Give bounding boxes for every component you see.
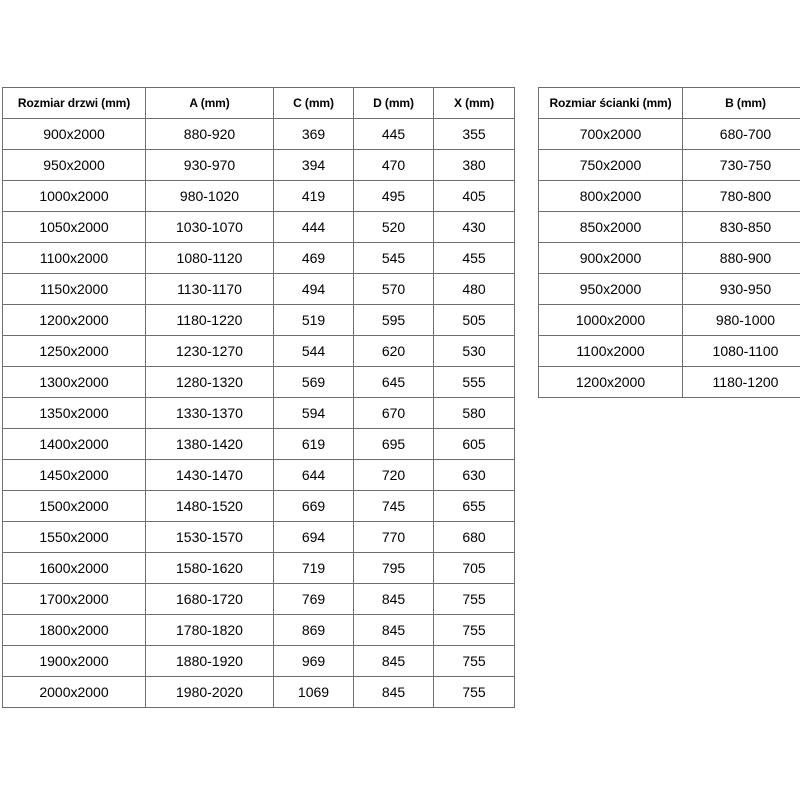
table-cell: 645 bbox=[354, 367, 434, 398]
table-row bbox=[539, 243, 800, 274]
table-row bbox=[539, 119, 800, 150]
table-cell: 594 bbox=[274, 398, 354, 429]
table-cell: 705 bbox=[434, 553, 515, 584]
table-cell: 845 bbox=[354, 646, 434, 677]
table-cell: 544 bbox=[274, 336, 354, 367]
table-row bbox=[3, 212, 515, 243]
table-row bbox=[3, 615, 515, 646]
table-row bbox=[3, 367, 515, 398]
table-cell: 1250x2000 bbox=[3, 336, 146, 367]
table-cell: 680 bbox=[434, 522, 515, 553]
wall-sizes-table bbox=[538, 87, 800, 398]
table-cell: 655 bbox=[434, 491, 515, 522]
header-row bbox=[539, 88, 800, 119]
table-cell: 880-900 bbox=[683, 243, 800, 274]
table-row bbox=[3, 150, 515, 181]
table-cell: 930-950 bbox=[683, 274, 800, 305]
table-cell: 530 bbox=[434, 336, 515, 367]
table-cell: 570 bbox=[354, 274, 434, 305]
table-row bbox=[539, 181, 800, 212]
table-cell: 745 bbox=[354, 491, 434, 522]
table-cell: 700x2000 bbox=[539, 119, 683, 150]
table-cell: 405 bbox=[434, 181, 515, 212]
table-cell: 795 bbox=[354, 553, 434, 584]
table-row bbox=[3, 522, 515, 553]
table-cell: 880-920 bbox=[146, 119, 274, 150]
column-header: A (mm) bbox=[146, 88, 274, 119]
column-header: X (mm) bbox=[434, 88, 515, 119]
table-cell: 1400x2000 bbox=[3, 429, 146, 460]
table-row bbox=[3, 646, 515, 677]
table-cell: 980-1000 bbox=[683, 305, 800, 336]
table-cell: 1150x2000 bbox=[3, 274, 146, 305]
table-cell: 900x2000 bbox=[539, 243, 683, 274]
table-cell: 620 bbox=[354, 336, 434, 367]
table-row bbox=[539, 305, 800, 336]
column-header: Rozmiar drzwi (mm) bbox=[3, 88, 146, 119]
table-cell: 1530-1570 bbox=[146, 522, 274, 553]
table-cell: 1000x2000 bbox=[3, 181, 146, 212]
table-cell: 845 bbox=[354, 677, 434, 708]
table-cell: 445 bbox=[354, 119, 434, 150]
table-cell: 519 bbox=[274, 305, 354, 336]
table-cell: 380 bbox=[434, 150, 515, 181]
table-cell: 555 bbox=[434, 367, 515, 398]
table-cell: 1280-1320 bbox=[146, 367, 274, 398]
table-cell: 1050x2000 bbox=[3, 212, 146, 243]
table-cell: 930-970 bbox=[146, 150, 274, 181]
table-cell: 394 bbox=[274, 150, 354, 181]
table-cell: 1350x2000 bbox=[3, 398, 146, 429]
table-cell: 520 bbox=[354, 212, 434, 243]
table-row bbox=[3, 181, 515, 212]
table-cell: 800x2000 bbox=[539, 181, 683, 212]
table-cell: 580 bbox=[434, 398, 515, 429]
table-cell: 1069 bbox=[274, 677, 354, 708]
column-header: B (mm) bbox=[683, 88, 800, 119]
table-cell: 430 bbox=[434, 212, 515, 243]
table-cell: 1080-1100 bbox=[683, 336, 800, 367]
table-cell: 755 bbox=[434, 615, 515, 646]
table-cell: 1030-1070 bbox=[146, 212, 274, 243]
table-cell: 1680-1720 bbox=[146, 584, 274, 615]
table-cell: 505 bbox=[434, 305, 515, 336]
door-sizes-table bbox=[2, 87, 515, 708]
table-cell: 1180-1200 bbox=[683, 367, 800, 398]
table-cell: 595 bbox=[354, 305, 434, 336]
table-cell: 1700x2000 bbox=[3, 584, 146, 615]
table-cell: 355 bbox=[434, 119, 515, 150]
table-cell: 680-700 bbox=[683, 119, 800, 150]
table-cell: 1200x2000 bbox=[539, 367, 683, 398]
header-row bbox=[3, 88, 515, 119]
table-cell: 670 bbox=[354, 398, 434, 429]
table-cell: 1000x2000 bbox=[539, 305, 683, 336]
table-cell: 869 bbox=[274, 615, 354, 646]
table-row bbox=[3, 553, 515, 584]
table-row bbox=[3, 243, 515, 274]
table-row bbox=[539, 150, 800, 181]
table-cell: 780-800 bbox=[683, 181, 800, 212]
table-cell: 1880-1920 bbox=[146, 646, 274, 677]
table-row bbox=[3, 274, 515, 305]
table-cell: 1450x2000 bbox=[3, 460, 146, 491]
table-row bbox=[539, 274, 800, 305]
table-cell: 750x2000 bbox=[539, 150, 683, 181]
table-cell: 444 bbox=[274, 212, 354, 243]
table-row bbox=[3, 584, 515, 615]
table-cell: 1380-1420 bbox=[146, 429, 274, 460]
table-row bbox=[539, 336, 800, 367]
table-cell: 1800x2000 bbox=[3, 615, 146, 646]
table-cell: 1230-1270 bbox=[146, 336, 274, 367]
table-cell: 845 bbox=[354, 615, 434, 646]
table-cell: 950x2000 bbox=[539, 274, 683, 305]
table-cell: 369 bbox=[274, 119, 354, 150]
table-cell: 1780-1820 bbox=[146, 615, 274, 646]
table-row bbox=[539, 367, 800, 398]
table-cell: 569 bbox=[274, 367, 354, 398]
column-header: C (mm) bbox=[274, 88, 354, 119]
table-cell: 1300x2000 bbox=[3, 367, 146, 398]
table-cell: 469 bbox=[274, 243, 354, 274]
table-cell: 619 bbox=[274, 429, 354, 460]
table-cell: 769 bbox=[274, 584, 354, 615]
table-cell: 695 bbox=[354, 429, 434, 460]
table-cell: 1480-1520 bbox=[146, 491, 274, 522]
table-cell: 730-750 bbox=[683, 150, 800, 181]
table-cell: 545 bbox=[354, 243, 434, 274]
table-cell: 900x2000 bbox=[3, 119, 146, 150]
table-cell: 1550x2000 bbox=[3, 522, 146, 553]
table-cell: 830-850 bbox=[683, 212, 800, 243]
table-cell: 495 bbox=[354, 181, 434, 212]
table-cell: 969 bbox=[274, 646, 354, 677]
table-cell: 1900x2000 bbox=[3, 646, 146, 677]
table-row bbox=[3, 677, 515, 708]
table-cell: 719 bbox=[274, 553, 354, 584]
table-cell: 1080-1120 bbox=[146, 243, 274, 274]
table-cell: 1580-1620 bbox=[146, 553, 274, 584]
table-cell: 2000x2000 bbox=[3, 677, 146, 708]
table-cell: 1100x2000 bbox=[539, 336, 683, 367]
table-cell: 605 bbox=[434, 429, 515, 460]
table-cell: 755 bbox=[434, 677, 515, 708]
table-row bbox=[3, 398, 515, 429]
table-cell: 455 bbox=[434, 243, 515, 274]
table-cell: 980-1020 bbox=[146, 181, 274, 212]
table-cell: 480 bbox=[434, 274, 515, 305]
table-cell: 1500x2000 bbox=[3, 491, 146, 522]
table-cell: 850x2000 bbox=[539, 212, 683, 243]
table-cell: 1130-1170 bbox=[146, 274, 274, 305]
table-cell: 644 bbox=[274, 460, 354, 491]
table-cell: 845 bbox=[354, 584, 434, 615]
table-cell: 755 bbox=[434, 584, 515, 615]
table-cell: 669 bbox=[274, 491, 354, 522]
table-row bbox=[3, 429, 515, 460]
table-cell: 1430-1470 bbox=[146, 460, 274, 491]
table-cell: 1180-1220 bbox=[146, 305, 274, 336]
table-cell: 720 bbox=[354, 460, 434, 491]
table-cell: 1330-1370 bbox=[146, 398, 274, 429]
table-row bbox=[3, 336, 515, 367]
table-cell: 419 bbox=[274, 181, 354, 212]
table-cell: 1600x2000 bbox=[3, 553, 146, 584]
table-row bbox=[539, 212, 800, 243]
column-header: Rozmiar ścianki (mm) bbox=[539, 88, 683, 119]
table-row bbox=[3, 305, 515, 336]
table-cell: 950x2000 bbox=[3, 150, 146, 181]
column-header: D (mm) bbox=[354, 88, 434, 119]
table-cell: 1200x2000 bbox=[3, 305, 146, 336]
table-cell: 1100x2000 bbox=[3, 243, 146, 274]
table-cell: 494 bbox=[274, 274, 354, 305]
table-cell: 694 bbox=[274, 522, 354, 553]
table-cell: 470 bbox=[354, 150, 434, 181]
table-cell: 630 bbox=[434, 460, 515, 491]
table-cell: 1980-2020 bbox=[146, 677, 274, 708]
table-cell: 755 bbox=[434, 646, 515, 677]
table-row bbox=[3, 460, 515, 491]
table-cell: 770 bbox=[354, 522, 434, 553]
table-row bbox=[3, 119, 515, 150]
table-row bbox=[3, 491, 515, 522]
